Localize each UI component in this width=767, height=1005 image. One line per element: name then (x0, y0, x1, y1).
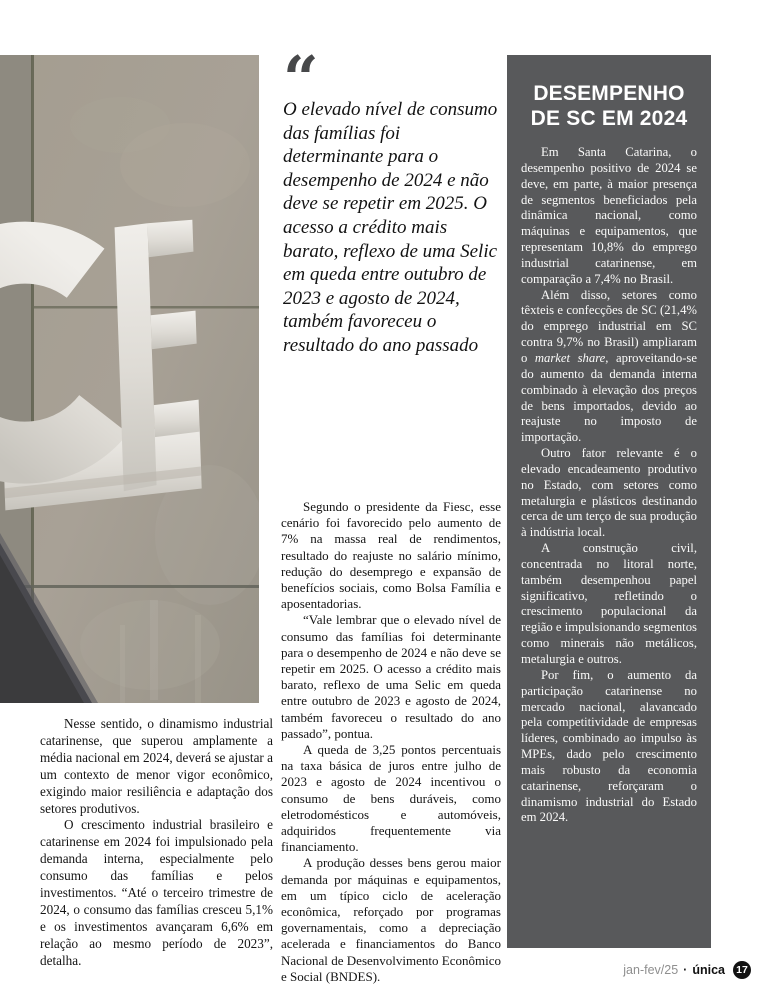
body-paragraph: “Vale lembrar que o elevado nível de consumo das famílias foi determinante para o desempenho de 2024 e não deve se repetir em 2025. O acesso a crédito mais barato, reflexo de uma Selic em queda entre outubro de 2023 e agosto de 2024, também favoreceu o resultado do ano passado”, pontua. (281, 612, 501, 741)
footer-issue: jan-fev/25 (623, 963, 679, 977)
sidebar-title-line1: DESEMPENHO (533, 82, 685, 105)
fiesc-wall-photo (0, 55, 259, 703)
sidebar-box-desempenho (507, 55, 711, 948)
sidebar-paragraph: Por fim, o aumento da participação catarinense no mercado nacional, alavancado pela competitividade de empresas líderes, combinado ao impulso às MPEs, dado pelo crescimento mais robusto da economia catarinense, reforçaram o dinamismo industrial do Estado em 2024. (521, 667, 697, 825)
sidebar-p2-before: Além disso, setores como têxteis e confecções de SC (21,4% do emprego industrial em SC contra 9,7% no Brasil) ampliaram o (521, 287, 697, 365)
body-paragraph: A queda de 3,25 pontos percentuais na taxa básica de juros entre julho de 2023 e agosto de 2024 incentivou o consumo de bens duráveis, como eletrodomésticos e automóveis, adquiridos frequentemente via financiamento. (281, 742, 501, 855)
quote-icon: “ (283, 48, 316, 94)
wall-photo-illustration (0, 55, 259, 703)
sidebar-paragraph: Outro fator relevante é o elevado encadeamento produtivo no Estado, com setores como metalurgia e plásticos destinando cerca de um terço de sua produção à indústria local. (521, 446, 697, 540)
body-paragraph: A produção desses bens gerou maior demanda por máquinas e equipamentos, em um típico ciclo de aceleração econômica, reforçado por programas governamentais, como a depreciação acelerada e financiamentos do Banco Nacional de Desenvolvimento Econômico e Social (BNDES). (281, 855, 501, 984)
market-share-italic: market share (534, 350, 606, 365)
sidebar-paragraph: Em Santa Catarina, o desempenho positivo de 2024 se deve, em parte, à maior presença de segmentos beneficiados pela dinâmica nacional, como máquinas e equipamentos, que representam 10,8% do emprego industrial catarinense, em comparação a 7,4% no Brasil. (521, 145, 697, 286)
body-paragraph: Nesse sentido, o dinamismo industrial catarinense, que superou amplamente a média nacional em 2024, deverá se ajustar a um contexto de menor vigor econômico, exigindo maior resiliência e adaptação dos setores produtivos. (40, 716, 273, 816)
page-footer (623, 961, 751, 979)
article-middle-column (281, 499, 501, 985)
sidebar-p2-after: , aproveitando-se do aumento da demanda interna combinado à elevação dos preços de bens importados, devido ao reajuste no imposto de importação. (521, 350, 697, 445)
footer-separator: · (683, 963, 688, 977)
body-paragraph: Segundo o presidente da Fiesc, esse cenário foi favorecido pelo aumento de 7% na massa real de rendimentos, resultado do reajuste no salário mínimo, redução do desemprego e expansão de benefícios sociais, como Bolsa Família e aposentadorias. (281, 499, 501, 612)
pull-quote-text: O elevado nível de consumo das famílias foi determinante para o desempenho de 2024 e não deve se repetir em 2025. O acesso a crédito mais barato, reflexo de uma Selic em queda entre outubro de 2023 e agosto de 2024, também favoreceu o resultado do ano passado (283, 99, 498, 356)
sidebar-title (521, 81, 697, 131)
sidebar-body (521, 145, 697, 826)
pull-quote-block (283, 48, 501, 358)
page-number-badge: 17 (733, 961, 751, 979)
body-paragraph: O crescimento industrial brasileiro e catarinense em 2024 foi impulsionado pela demanda interna, especialmente pelo consumo das famílias e pelos investimentos. “Até o terceiro trimestre de 2024, o consumo das famílias cresceu 5,1% e os investimentos avançaram 6,6% em relação ao mesmo período de 2023”, detalha. (40, 817, 273, 968)
grout-line-horizontal-lower (0, 585, 259, 588)
sidebar-paragraph: A construção civil, concentrada no litoral norte, também desempenhou papel significativo, refletindo o crescimento populacional da região e impulsionando segmentos como minerais não metálicos, metalurgia e outros. (521, 541, 697, 666)
article-left-column (40, 716, 273, 970)
footer-magazine-name: única (692, 963, 725, 977)
sidebar-title-line2: DE SC EM 2024 (530, 107, 688, 130)
sidebar-paragraph (521, 288, 697, 446)
